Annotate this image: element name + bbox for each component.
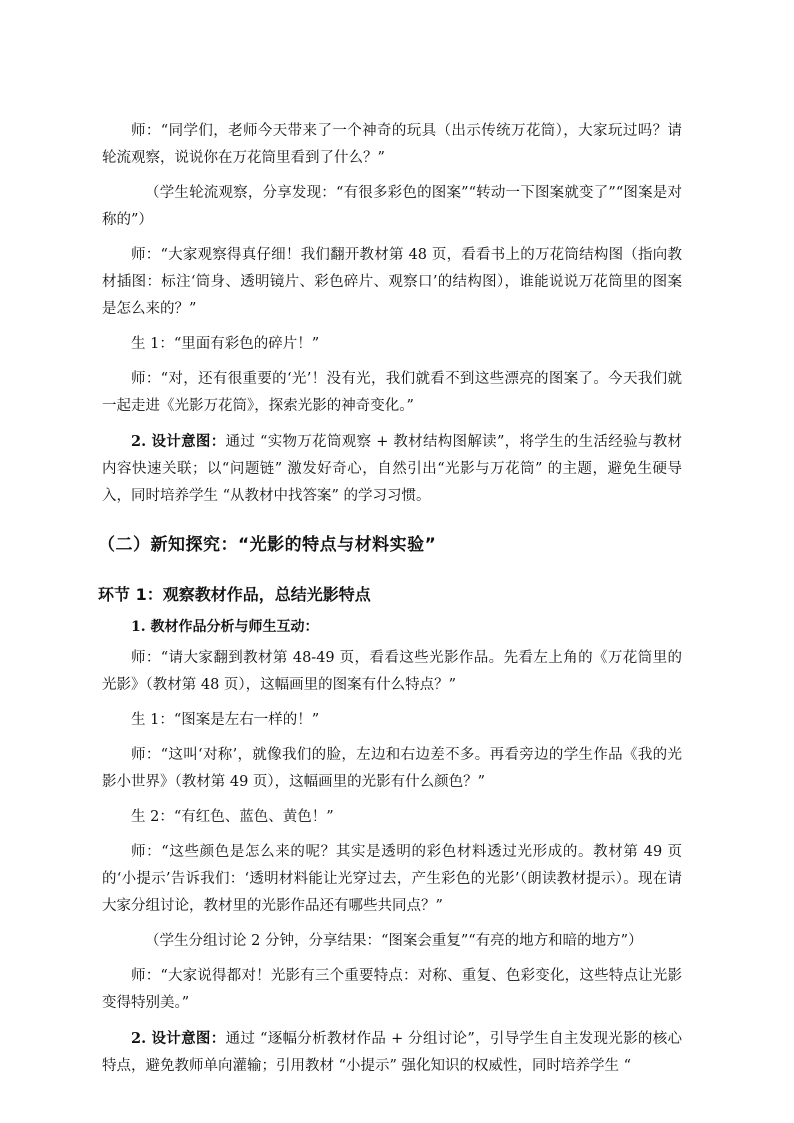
student-observation-paragraph: （学生轮流观察，分享发现：“有很多彩色的图案”“转动一下图案就变了”“图案是对称的”） <box>102 185 682 228</box>
design-intent-1 <box>102 428 682 510</box>
design-intent-2-text: 通过 “逐幅分析教材作品 + 分组讨论”，引导学生自主发现光影的核心特点，避免教师单向灌输；引用教材 “小提示” 强化知识的权威性，同时培养学生 “ <box>102 1031 682 1074</box>
teacher-intro-paragraph: 师：“同学们，老师今天带来了一个神奇的玩具（出示传统万花筒），大家玩过吗？请轮流观察，说说你在万花筒里看到了什么？” <box>102 123 682 166</box>
step-subheading: 1. 教材作品分析与师生互动： <box>131 619 319 635</box>
section-heading: （二）新知探究：“光影的特点与材料实验” <box>98 535 437 555</box>
student-1-answer: 生 1：“里面有彩色的碎片！” <box>131 336 320 352</box>
student-1-symmetry-answer: 生 1：“图案是左右一样的！” <box>131 712 320 728</box>
teacher-light-paragraph: 师：“对，还有很重要的‘光’！没有光，我们就看不到这些漂亮的图案了。今天我们就一起走进《光影万花筒》，探索光影的神奇变化。” <box>102 371 682 414</box>
teacher-textbook-paragraph: 师：“大家观察得真仔细！我们翻开教材第 48 页，看看书上的万花筒结构图（指向教材插图：标注‘筒身、透明镜片、彩色碎片、观察口’的结构图），谁能说说万花筒里的图案是怎么来的？” <box>102 247 682 317</box>
step-heading: 环节 1：观察教材作品，总结光影特点 <box>98 585 371 604</box>
design-intent-1-label: 2. 设计意图： <box>131 433 226 450</box>
document-body <box>98 118 682 1088</box>
design-intent-2 <box>102 1025 682 1080</box>
design-intent-1-text: 通过 “实物万花筒观察 + 教材结构图解读”，将学生的生活经验与教材内容快速关联；以“问题链” 激发好奇心，自然引出“光影与万花筒” 的主题，避免生硬导入，同时培养学生 “从教材中找答案” 的学习习惯。 <box>102 434 682 504</box>
group-discussion-paragraph: （学生分组讨论 2 分钟，分享结果：“图案会重复”“有亮的地方和暗的地方”） <box>145 933 643 949</box>
teacher-symmetry-paragraph: 师：“这叫‘对称’，就像我们的脸，左边和右边差不多。再看旁边的学生作品《我的光影小世界》（教材第 49 页），这幅画里的光影有什么颜色？” <box>102 747 682 790</box>
design-intent-2-label: 2. 设计意图： <box>131 1030 226 1047</box>
teacher-summary-paragraph: 师：“大家说得都对！光影有三个重要特点：对称、重复、色彩变化，这些特点让光影变得特别美。” <box>102 968 682 1011</box>
teacher-colors-paragraph: 师：“这些颜色是怎么来的呢？其实是透明的彩色材料透过光形成的。教材第 49 页的‘小提示’告诉我们：‘透明材料能让光穿过去，产生彩色的光影’（朗读教材提示）。现在请大家分组讨论，教材里的光影作品还有哪些共同点？” <box>102 844 682 914</box>
teacher-works-paragraph: 师：“请大家翻到教材第 48-49 页，看看这些光影作品。先看左上角的《万花筒里的光影》（教材第 48 页），这幅画里的图案有什么特点？” <box>102 650 682 693</box>
student-2-colors-answer: 生 2：“有红色、蓝色、黄色！” <box>131 809 334 825</box>
